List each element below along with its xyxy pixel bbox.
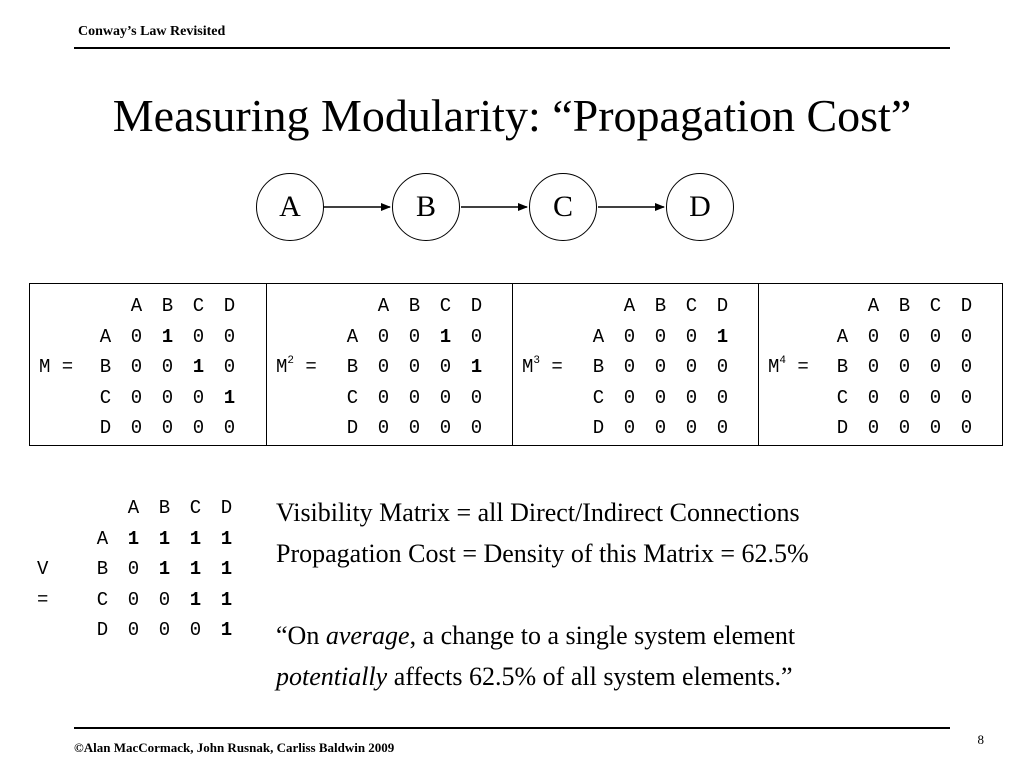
- matrix-label: [276, 291, 317, 383]
- quote-open: “On: [276, 621, 326, 650]
- matrix-equation-label: [276, 352, 317, 383]
- matrix-cell: 0: [867, 386, 880, 409]
- matrix-cell: 0: [716, 417, 729, 439]
- matrix-row: [827, 383, 982, 414]
- matrix-label-spacer: [522, 291, 563, 352]
- node-a: A: [256, 173, 324, 241]
- matrix-cell: 1: [161, 325, 174, 348]
- matrix-cell: 0: [192, 386, 205, 409]
- matrix-grid: [90, 291, 245, 444]
- matrix-header-row: [337, 291, 492, 322]
- matrix-cell: 1: [158, 558, 171, 580]
- matrix-row-header: B: [96, 558, 109, 580]
- equals-sign: =: [37, 588, 49, 611]
- matrix-cell: 0: [470, 325, 483, 348]
- visibility-equation-label: [37, 554, 48, 615]
- matrix-header-row: [827, 291, 982, 322]
- matrix-row: [583, 413, 738, 444]
- matrix-cell: 0: [408, 356, 421, 378]
- matrix-cell: 1: [127, 527, 140, 550]
- matrix-cell: 0: [867, 325, 880, 348]
- matrix-row-header: C: [346, 386, 359, 409]
- matrix-cell: 0: [898, 417, 911, 439]
- quote-emphasis-average: average: [325, 621, 410, 650]
- matrix-col-header: A: [130, 295, 143, 317]
- matrix-cell: 0: [685, 325, 698, 348]
- matrix-cell: 0: [377, 325, 390, 348]
- matrix-grid: [583, 291, 738, 444]
- matrix-cell: 0: [685, 386, 698, 409]
- matrix-panel-m1: [30, 284, 266, 445]
- footer-copyright: ©Alan MacCormack, John Rusnak, Carliss Baldwin 2009: [74, 740, 395, 755]
- matrix-col-header: D: [470, 295, 483, 317]
- propagation-cost-definition: Propagation Cost = Density of this Matrix = 62.5%: [276, 539, 809, 568]
- header-title: Conway’s Law Revisited: [78, 24, 226, 39]
- matrix-cell: 0: [439, 356, 452, 378]
- matrix-corner: [827, 291, 858, 322]
- matrix-powers-table: [29, 283, 1003, 446]
- matrix-cell: 0: [408, 325, 421, 348]
- matrix-cell: 0: [685, 356, 698, 378]
- node-d: D: [666, 173, 734, 241]
- matrix-cell: 1: [158, 527, 171, 550]
- matrix-cell: 0: [960, 325, 973, 348]
- matrix-row: [87, 554, 242, 585]
- matrix-grid: [827, 291, 982, 444]
- matrix-cell: 0: [223, 417, 236, 439]
- visibility-label: [37, 493, 48, 615]
- matrix-cell: 0: [408, 386, 421, 409]
- quote-line-1: [276, 615, 795, 656]
- matrix-cell: 1: [189, 527, 202, 550]
- matrix-equation-label: [522, 352, 563, 383]
- matrix-label-spacer: [39, 291, 73, 352]
- matrix-cell: 0: [470, 386, 483, 409]
- matrix-cell: 1: [192, 356, 205, 378]
- matrix-row: [827, 322, 982, 353]
- matrix-row: [827, 352, 982, 383]
- matrix-row-header: D: [99, 417, 112, 439]
- matrix-cell: 0: [161, 356, 174, 378]
- matrix-cell: 0: [161, 417, 174, 439]
- matrix-cell: 0: [439, 386, 452, 409]
- matrix-corner: [90, 291, 121, 322]
- matrix-col-header: C: [192, 295, 205, 317]
- matrix-col-header: D: [223, 295, 236, 317]
- matrix-cell: 0: [867, 356, 880, 378]
- matrix-corner: [337, 291, 368, 322]
- matrix-label: [39, 291, 73, 383]
- matrix-cell: 1: [220, 619, 233, 641]
- quote-text-1: , a change to a single system element: [409, 621, 796, 650]
- matrix-row-header: B: [346, 356, 359, 378]
- matrix-cell: 0: [929, 417, 942, 439]
- page-number: 8: [977, 732, 984, 747]
- matrix-row-header: C: [99, 386, 112, 409]
- matrix-cell: 0: [960, 417, 973, 439]
- matrix-row-header: D: [592, 417, 605, 439]
- matrix-row: [90, 352, 245, 383]
- matrix-row: [87, 615, 242, 646]
- matrix-col-header: A: [127, 497, 140, 519]
- matrix-cell: 0: [408, 417, 421, 439]
- matrix-row-header: A: [836, 325, 849, 348]
- visibility-grid-holder: [87, 493, 242, 646]
- matrix-col-header: C: [685, 295, 698, 317]
- matrix-cell: 0: [223, 356, 236, 378]
- matrix-row-header: D: [836, 417, 849, 439]
- matrix-cell: 0: [127, 558, 140, 580]
- matrix-panel-m2: [266, 284, 512, 445]
- matrix-cell: 0: [130, 356, 143, 378]
- matrix-cell: 0: [130, 386, 143, 409]
- matrix-name: M: [39, 356, 51, 378]
- matrix-cell: 0: [161, 386, 174, 409]
- slide-title: Measuring Modularity: “Propagation Cost”: [112, 90, 912, 141]
- matrix-row: [87, 585, 242, 616]
- matrix-col-header: B: [654, 295, 667, 317]
- matrix-row-header: A: [592, 325, 605, 348]
- matrix-name: M: [522, 356, 534, 378]
- matrix-cell: 1: [470, 356, 483, 378]
- matrix-cell: 1: [220, 527, 233, 550]
- matrix-cell: 0: [189, 619, 202, 641]
- matrix-cell: 1: [223, 386, 236, 409]
- matrix-cell: 0: [127, 619, 140, 641]
- matrix-cell: 0: [960, 356, 973, 378]
- matrix-row: [87, 524, 242, 555]
- matrix-grid: [337, 291, 492, 444]
- matrix-cell: 1: [189, 558, 202, 580]
- matrix-label-spacer: [276, 291, 317, 352]
- matrix-col-header: B: [408, 295, 421, 317]
- matrix-cell: 0: [192, 325, 205, 348]
- matrix-cell: 0: [654, 386, 667, 409]
- matrix-row: [90, 413, 245, 444]
- matrix-col-header: B: [898, 295, 911, 317]
- matrix-cell: 0: [929, 325, 942, 348]
- matrix-cell: 0: [130, 325, 143, 348]
- matrix-power: 2: [287, 354, 295, 367]
- matrix-col-header: A: [623, 295, 636, 317]
- matrix-header-row: [583, 291, 738, 322]
- matrix-cell: 0: [127, 588, 140, 611]
- matrix-power: 3: [533, 354, 541, 367]
- matrix-cell: 0: [623, 417, 636, 439]
- matrix-cell: 0: [867, 417, 880, 439]
- matrix-col-header: B: [158, 497, 171, 519]
- matrix-panel-m3: [512, 284, 758, 445]
- matrix-header-row: [90, 291, 245, 322]
- matrix-col-header: D: [220, 497, 233, 519]
- matrix-grid: [87, 493, 242, 646]
- matrix-equation-label: [39, 352, 73, 383]
- matrix-corner: [87, 493, 118, 524]
- matrix-cell: 0: [377, 417, 390, 439]
- matrix-col-header: C: [439, 295, 452, 317]
- matrix-cell: 0: [130, 417, 143, 439]
- equals-sign: =: [50, 356, 74, 378]
- matrix-row-header: C: [836, 386, 849, 409]
- matrix-cell: 0: [654, 356, 667, 378]
- equals-sign: =: [294, 356, 317, 378]
- matrix-row: [337, 413, 492, 444]
- matrix-row: [583, 383, 738, 414]
- matrix-label-spacer: [768, 291, 809, 352]
- visibility-name: V: [37, 558, 49, 580]
- matrix-col-header: D: [716, 295, 729, 317]
- matrix-col-header: A: [867, 295, 880, 317]
- equals-sign: =: [786, 356, 809, 378]
- matrix-row: [90, 322, 245, 353]
- matrix-row: [583, 322, 738, 353]
- matrix-row-header: B: [99, 356, 112, 378]
- matrix-cell: 0: [685, 417, 698, 439]
- matrix-name: M: [768, 356, 780, 378]
- matrix-row-header: A: [99, 325, 112, 348]
- node-c: C: [529, 173, 597, 241]
- matrix-equation-label: [768, 352, 809, 383]
- matrix-row-header: D: [96, 619, 109, 641]
- matrix-row: [337, 352, 492, 383]
- matrix-cell: 0: [960, 386, 973, 409]
- matrix-cell: 1: [220, 558, 233, 580]
- matrix-row: [583, 352, 738, 383]
- matrix-cell: 0: [654, 417, 667, 439]
- matrix-cell: 0: [929, 386, 942, 409]
- matrix-col-header: C: [189, 497, 202, 519]
- matrix-row-header: B: [836, 356, 849, 378]
- matrix-cell: 0: [192, 417, 205, 439]
- matrix-cell: 0: [158, 588, 171, 611]
- matrix-col-header: D: [960, 295, 973, 317]
- matrix-cell: 0: [377, 386, 390, 409]
- matrix-cell: 0: [898, 386, 911, 409]
- matrix-row-header: A: [346, 325, 359, 348]
- matrix-row-header: D: [346, 417, 359, 439]
- matrix-row: [90, 383, 245, 414]
- matrix-cell: 1: [716, 325, 729, 348]
- matrix-col-header: C: [929, 295, 942, 317]
- node-b: B: [392, 173, 460, 241]
- matrix-row: [337, 322, 492, 353]
- matrix-cell: 0: [439, 417, 452, 439]
- visibility-label-spacer: [37, 493, 48, 554]
- matrix-cell: 0: [377, 356, 390, 378]
- matrix-corner: [583, 291, 614, 322]
- quote-line-2: [276, 656, 793, 697]
- matrix-label: [768, 291, 809, 383]
- matrix-cell: 0: [654, 325, 667, 348]
- matrix-header-row: [87, 493, 242, 524]
- matrix-row-header: C: [592, 386, 605, 409]
- matrix-cell: 0: [158, 619, 171, 641]
- matrix-cell: 0: [898, 325, 911, 348]
- matrix-col-header: B: [161, 295, 174, 317]
- quote-emphasis-potentially: potentially: [276, 662, 388, 691]
- matrix-row: [337, 383, 492, 414]
- matrix-row-header: C: [96, 588, 109, 611]
- matrix-name: M: [276, 356, 288, 378]
- matrix-row-header: A: [96, 527, 109, 550]
- matrix-cell: 1: [439, 325, 452, 348]
- visibility-definition: Visibility Matrix = all Direct/Indirect Connections: [276, 498, 800, 527]
- matrix-cell: 0: [898, 356, 911, 378]
- equals-sign: =: [540, 356, 563, 378]
- matrix-label: [522, 291, 563, 383]
- matrix-cell: 0: [623, 386, 636, 409]
- matrix-cell: 0: [716, 386, 729, 409]
- footer-divider: [74, 727, 950, 729]
- matrix-cell: 0: [716, 356, 729, 378]
- matrix-cell: 1: [220, 588, 233, 611]
- quote-text-2: affects 62.5% of all system elements.”: [387, 662, 793, 691]
- matrix-cell: 0: [623, 325, 636, 348]
- matrix-power: 4: [779, 354, 787, 367]
- matrix-cell: 0: [223, 325, 236, 348]
- matrix-row-header: B: [592, 356, 605, 378]
- matrix-row: [827, 413, 982, 444]
- matrix-col-header: A: [377, 295, 390, 317]
- matrix-cell: 0: [623, 356, 636, 378]
- matrix-cell: 1: [189, 588, 202, 611]
- matrix-cell: 0: [470, 417, 483, 439]
- matrix-cell: 0: [929, 356, 942, 378]
- matrix-panel-m4: [758, 284, 1002, 445]
